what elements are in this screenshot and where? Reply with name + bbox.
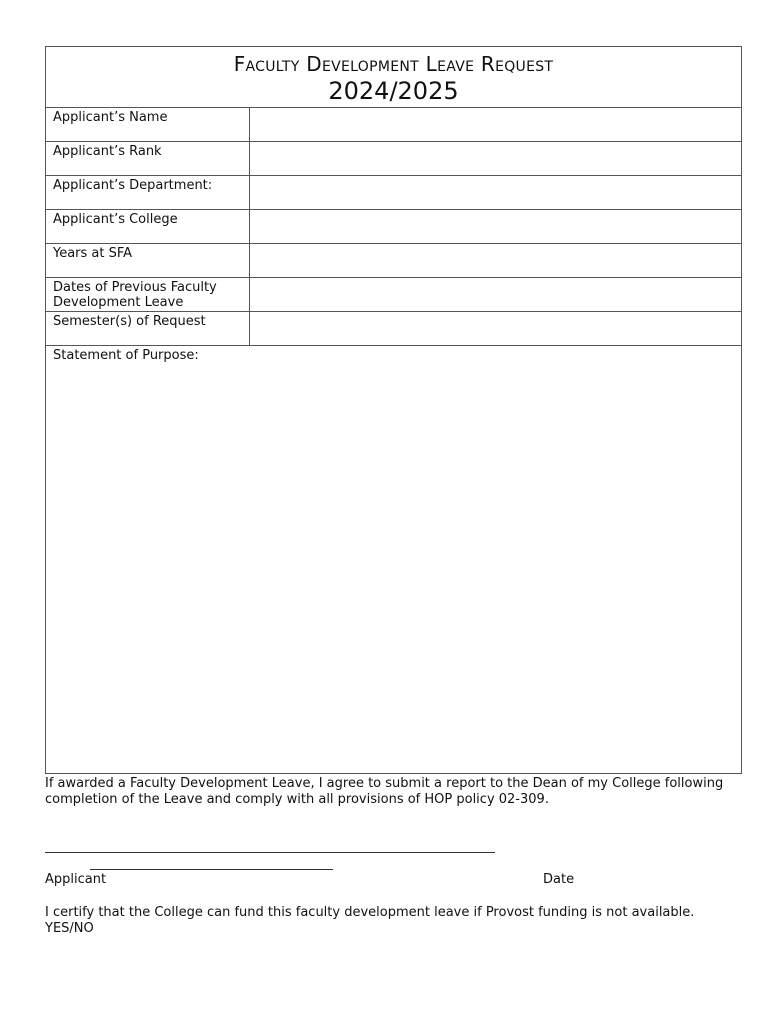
- field-input-semester[interactable]: [250, 312, 741, 345]
- applicant-label: Applicant: [45, 872, 107, 887]
- date-signature-line[interactable]: [90, 869, 333, 870]
- field-row-years: [46, 244, 741, 278]
- date-label: Date: [543, 872, 575, 887]
- field-label-semester: Semester(s) of Request: [46, 312, 250, 345]
- field-label-college: Applicant’s College: [46, 210, 250, 243]
- statement-of-purpose-label: Statement of Purpose:: [53, 348, 199, 363]
- field-input-department[interactable]: [250, 176, 741, 209]
- field-label-name: Applicant’s Name: [46, 108, 250, 141]
- leave-request-form: [45, 46, 742, 774]
- field-input-rank[interactable]: [250, 142, 741, 175]
- field-label-years: Years at SFA: [46, 244, 250, 277]
- form-title: [46, 47, 741, 108]
- applicant-signature-line[interactable]: [45, 852, 495, 853]
- field-row-semester: [46, 312, 741, 346]
- field-row-college: [46, 210, 741, 244]
- field-row-previous-leave: [46, 278, 741, 312]
- field-label-department: Applicant’s Department:: [46, 176, 250, 209]
- field-label-previous-leave: Dates of Previous Faculty Development Leave: [46, 278, 250, 311]
- form-title-heading: Faculty Development Leave Request: [233, 52, 554, 76]
- field-label-rank: Applicant’s Rank: [46, 142, 250, 175]
- agreement-text: If awarded a Faculty Development Leave, I agree to submit a report to the Dean of my College following completion of the Leave and comply with all provisions of HOP policy 02-309.: [45, 776, 724, 807]
- field-input-name[interactable]: [250, 108, 741, 141]
- field-input-previous-leave[interactable]: [250, 278, 741, 311]
- field-input-years[interactable]: [250, 244, 741, 277]
- field-row-name: [46, 108, 741, 142]
- field-row-department: [46, 176, 741, 210]
- field-input-college[interactable]: [250, 210, 741, 243]
- field-row-rank: [46, 142, 741, 176]
- certify-text: I certify that the College can fund this faculty development leave if Provost funding is not available. YES/NO: [45, 905, 695, 936]
- form-title-year: 2024/2025: [328, 77, 459, 105]
